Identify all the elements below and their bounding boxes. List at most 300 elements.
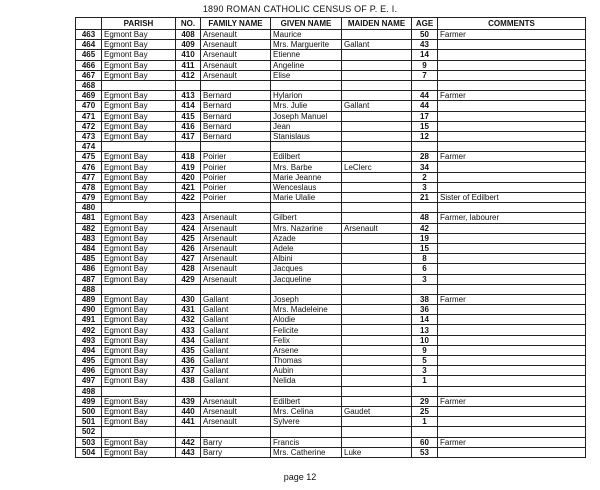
given-name-cell: Gilbert [271,213,342,223]
table-row [76,417,586,427]
comments-cell [438,50,586,60]
number-cell: 409 [176,40,201,50]
comments-cell [438,101,586,111]
age-cell: 15 [412,121,438,131]
parish-cell [102,386,176,396]
row-number: 470 [76,101,102,111]
number-cell [176,80,201,90]
comments-cell [438,305,586,315]
table-row [76,305,586,315]
row-number: 498 [76,386,102,396]
maiden-name-cell [342,437,412,447]
family-name-cell: Poirier [201,182,271,192]
comments-cell: Sister of Edilbert [438,193,586,203]
family-name-cell [201,386,271,396]
row-number: 465 [76,50,102,60]
comments-cell [438,131,586,141]
table-row [76,264,586,274]
number-cell: 426 [176,243,201,253]
age-cell: 1 [412,417,438,427]
given-name-cell [271,284,342,294]
given-name-cell: Mrs. Celina [271,406,342,416]
maiden-name-cell [342,80,412,90]
maiden-name-cell [342,91,412,101]
given-name-cell: Mrs. Nazarine [271,223,342,233]
number-cell: 441 [176,417,201,427]
number-cell: 428 [176,264,201,274]
table-row [76,243,586,253]
number-cell: 415 [176,111,201,121]
comments-cell [438,172,586,182]
maiden-name-cell: Gaudet [342,406,412,416]
comments-cell [438,335,586,345]
table-row [76,366,586,376]
age-cell: 10 [412,335,438,345]
maiden-name-cell [342,243,412,253]
given-name-cell [271,427,342,437]
parish-cell: Egmont Bay [102,264,176,274]
given-name-cell: Edilbert [271,152,342,162]
given-name-cell: Edilbert [271,396,342,406]
table-row [76,203,586,213]
maiden-name-cell [342,30,412,40]
row-number: 487 [76,274,102,284]
given-name-cell: Marie Ulalie [271,193,342,203]
family-name-cell: Bernard [201,111,271,121]
maiden-name-cell [342,427,412,437]
comments-cell: Farmer [438,396,586,406]
parish-cell: Egmont Bay [102,305,176,315]
family-name-cell: Gallant [201,305,271,315]
number-cell: 413 [176,91,201,101]
maiden-name-cell [342,70,412,80]
age-cell: 1 [412,376,438,386]
number-cell: 440 [176,406,201,416]
row-number: 490 [76,305,102,315]
comments-cell [438,274,586,284]
given-name-cell: Etienne [271,50,342,60]
table-row [76,111,586,121]
given-name-cell: Jacques [271,264,342,274]
comments-cell [438,223,586,233]
comments-cell [438,264,586,274]
age-cell: 8 [412,254,438,264]
family-name-cell: Gallant [201,356,271,366]
maiden-name-cell [342,376,412,386]
parish-cell: Egmont Bay [102,254,176,264]
family-name-cell: Gallant [201,294,271,304]
number-cell: 442 [176,437,201,447]
parish-cell: Egmont Bay [102,30,176,40]
given-name-cell [271,386,342,396]
parish-cell: Egmont Bay [102,223,176,233]
family-name-cell: Arsenault [201,396,271,406]
comments-cell: Farmer [438,30,586,40]
table-body [76,30,586,458]
age-cell: 14 [412,315,438,325]
age-cell: 9 [412,60,438,70]
row-number: 488 [76,284,102,294]
family-name-cell: Arsenault [201,60,271,70]
parish-cell: Egmont Bay [102,356,176,366]
number-cell: 435 [176,345,201,355]
parish-cell: Egmont Bay [102,243,176,253]
family-name-cell [201,142,271,152]
comments-cell [438,417,586,427]
given-name-cell: Adele [271,243,342,253]
row-number: 463 [76,30,102,40]
parish-cell: Egmont Bay [102,50,176,60]
row-number: 504 [76,447,102,457]
table-row [76,345,586,355]
comments-cell [438,254,586,264]
table-row [76,335,586,345]
maiden-name-cell [342,60,412,70]
maiden-name-cell [342,386,412,396]
comments-cell [438,40,586,50]
maiden-name-cell [342,182,412,192]
number-cell: 431 [176,305,201,315]
age-cell: 14 [412,50,438,60]
number-cell: 420 [176,172,201,182]
table-row [76,325,586,335]
family-name-cell: Gallant [201,345,271,355]
maiden-name-cell: LeClerc [342,162,412,172]
maiden-name-cell [342,315,412,325]
row-number: 481 [76,213,102,223]
family-name-cell: Bernard [201,121,271,131]
age-cell [412,142,438,152]
maiden-name-cell [342,356,412,366]
row-number: 467 [76,70,102,80]
number-cell: 414 [176,101,201,111]
number-cell [176,427,201,437]
row-number: 501 [76,417,102,427]
table-row [76,152,586,162]
comments-cell [438,345,586,355]
comments-cell [438,406,586,416]
maiden-name-cell [342,294,412,304]
given-name-cell [271,80,342,90]
table-row [76,386,586,396]
comments-cell [438,233,586,243]
family-name-cell: Poirier [201,193,271,203]
family-name-cell: Poirier [201,172,271,182]
maiden-name-cell [342,417,412,427]
comments-cell: Farmer, labourer [438,213,586,223]
column-header-parish: PARISH [102,18,176,30]
given-name-cell: Francis [271,437,342,447]
table-row [76,172,586,182]
age-cell: 38 [412,294,438,304]
table-row [76,162,586,172]
family-name-cell: Gallant [201,335,271,345]
family-name-cell: Arsenault [201,40,271,50]
comments-cell [438,356,586,366]
age-cell: 2 [412,172,438,182]
age-cell: 44 [412,91,438,101]
parish-cell: Egmont Bay [102,152,176,162]
table-row [76,447,586,457]
table-row [76,396,586,406]
given-name-cell: Sylvere [271,417,342,427]
row-number: 477 [76,172,102,182]
maiden-name-cell [342,345,412,355]
family-name-cell: Bernard [201,91,271,101]
row-number: 472 [76,121,102,131]
comments-cell [438,70,586,80]
family-name-cell: Gallant [201,376,271,386]
family-name-cell [201,80,271,90]
maiden-name-cell [342,335,412,345]
given-name-cell: Nelida [271,376,342,386]
parish-cell [102,142,176,152]
comments-cell [438,447,586,457]
given-name-cell: Jean [271,121,342,131]
number-cell: 425 [176,233,201,243]
age-cell: 48 [412,213,438,223]
row-number: 495 [76,356,102,366]
row-number: 473 [76,131,102,141]
family-name-cell: Bernard [201,131,271,141]
row-number: 485 [76,254,102,264]
given-name-cell: Wenceslaus [271,182,342,192]
header-row [76,18,586,30]
row-number: 466 [76,60,102,70]
column-header-given-name: GIVEN NAME [271,18,342,30]
parish-cell: Egmont Bay [102,101,176,111]
row-number: 479 [76,193,102,203]
comments-cell [438,121,586,131]
age-cell [412,284,438,294]
age-cell: 19 [412,233,438,243]
number-cell: 436 [176,356,201,366]
number-cell: 412 [176,70,201,80]
maiden-name-cell [342,325,412,335]
given-name-cell: Joseph Manuel [271,111,342,121]
comments-cell [438,80,586,90]
table-row [76,101,586,111]
family-name-cell: Arsenault [201,30,271,40]
comments-cell [438,60,586,70]
age-cell: 25 [412,406,438,416]
comments-cell [438,315,586,325]
row-number: 499 [76,396,102,406]
table-row [76,182,586,192]
maiden-name-cell [342,50,412,60]
table-row [76,376,586,386]
table-row [76,356,586,366]
age-cell: 3 [412,274,438,284]
maiden-name-cell: Gallant [342,40,412,50]
row-number: 489 [76,294,102,304]
table-row [76,80,586,90]
age-cell [412,427,438,437]
number-cell: 434 [176,335,201,345]
number-cell: 419 [176,162,201,172]
comments-cell [438,111,586,121]
comments-cell [438,162,586,172]
number-cell: 410 [176,50,201,60]
parish-cell [102,80,176,90]
age-cell: 5 [412,356,438,366]
age-cell: 28 [412,152,438,162]
table-row [76,213,586,223]
age-cell: 36 [412,305,438,315]
family-name-cell: Arsenault [201,264,271,274]
row-number: 497 [76,376,102,386]
family-name-cell [201,203,271,213]
maiden-name-cell [342,142,412,152]
comments-cell [438,284,586,294]
family-name-cell: Barry [201,437,271,447]
family-name-cell: Arsenault [201,70,271,80]
table-row [76,233,586,243]
comments-cell: Farmer [438,152,586,162]
table-row [76,131,586,141]
parish-cell: Egmont Bay [102,406,176,416]
parish-cell: Egmont Bay [102,172,176,182]
row-number: 476 [76,162,102,172]
row-number: 483 [76,233,102,243]
parish-cell: Egmont Bay [102,182,176,192]
parish-cell: Egmont Bay [102,335,176,345]
page-number: page 12 [283,472,317,482]
row-number: 475 [76,152,102,162]
given-name-cell: Albini [271,254,342,264]
maiden-name-cell [342,284,412,294]
family-name-cell: Arsenault [201,406,271,416]
family-name-cell: Arsenault [201,233,271,243]
given-name-cell: Mrs. Marguerite [271,40,342,50]
family-name-cell: Arsenault [201,254,271,264]
age-cell [412,80,438,90]
row-number: 486 [76,264,102,274]
row-number: 493 [76,335,102,345]
given-name-cell: Marie Jeanne [271,172,342,182]
row-number: 468 [76,80,102,90]
family-name-cell [201,284,271,294]
table-row [76,70,586,80]
age-cell: 60 [412,437,438,447]
column-header-maiden-name: MAIDEN NAME [342,18,412,30]
given-name-cell: Felix [271,335,342,345]
number-cell: 427 [176,254,201,264]
number-cell: 439 [176,396,201,406]
row-number: 484 [76,243,102,253]
age-cell [412,386,438,396]
table-row [76,142,586,152]
age-cell: 44 [412,101,438,111]
number-cell [176,203,201,213]
parish-cell: Egmont Bay [102,162,176,172]
table-row [76,427,586,437]
row-number: 469 [76,91,102,101]
number-cell: 416 [176,121,201,131]
age-cell: 3 [412,366,438,376]
parish-cell: Egmont Bay [102,111,176,121]
table-row [76,40,586,50]
maiden-name-cell [342,131,412,141]
parish-cell: Egmont Bay [102,193,176,203]
column-header-no: NO. [176,18,201,30]
comments-cell: Farmer [438,91,586,101]
age-cell: 53 [412,447,438,457]
given-name-cell: Mrs. Madeleine [271,305,342,315]
column-header-family-name: FAMILY NAME [201,18,271,30]
number-cell: 408 [176,30,201,40]
given-name-cell: Thomas [271,356,342,366]
parish-cell: Egmont Bay [102,396,176,406]
family-name-cell: Arsenault [201,417,271,427]
family-name-cell: Arsenault [201,223,271,233]
number-cell: 424 [176,223,201,233]
table-row [76,437,586,447]
comments-cell [438,243,586,253]
family-name-cell: Poirier [201,162,271,172]
column-header-rownum [76,18,102,30]
row-number: 500 [76,406,102,416]
age-cell [412,203,438,213]
number-cell: 437 [176,366,201,376]
family-name-cell: Gallant [201,315,271,325]
age-cell: 7 [412,70,438,80]
row-number: 474 [76,142,102,152]
maiden-name-cell [342,121,412,131]
row-number: 503 [76,437,102,447]
maiden-name-cell [342,111,412,121]
row-number: 492 [76,325,102,335]
number-cell: 432 [176,315,201,325]
table-row [76,121,586,131]
given-name-cell: Joseph [271,294,342,304]
maiden-name-cell [342,172,412,182]
maiden-name-cell: Gallant [342,101,412,111]
parish-cell [102,203,176,213]
table-row [76,50,586,60]
maiden-name-cell [342,213,412,223]
number-cell: 411 [176,60,201,70]
table-row [76,30,586,40]
given-name-cell: Angeline [271,60,342,70]
number-cell: 433 [176,325,201,335]
table-row [76,193,586,203]
given-name-cell: Hylarion [271,91,342,101]
maiden-name-cell [342,396,412,406]
row-number: 478 [76,182,102,192]
maiden-name-cell [342,152,412,162]
family-name-cell: Arsenault [201,274,271,284]
parish-cell: Egmont Bay [102,417,176,427]
parish-cell: Egmont Bay [102,91,176,101]
parish-cell: Egmont Bay [102,70,176,80]
age-cell: 43 [412,40,438,50]
age-cell: 42 [412,223,438,233]
given-name-cell [271,203,342,213]
table-row [76,315,586,325]
family-name-cell: Arsenault [201,50,271,60]
table-row [76,223,586,233]
row-number: 471 [76,111,102,121]
census-table [75,17,586,458]
row-number: 482 [76,223,102,233]
family-name-cell: Barry [201,447,271,457]
age-cell: 21 [412,193,438,203]
comments-cell [438,386,586,396]
number-cell: 422 [176,193,201,203]
number-cell: 421 [176,182,201,192]
number-cell: 423 [176,213,201,223]
